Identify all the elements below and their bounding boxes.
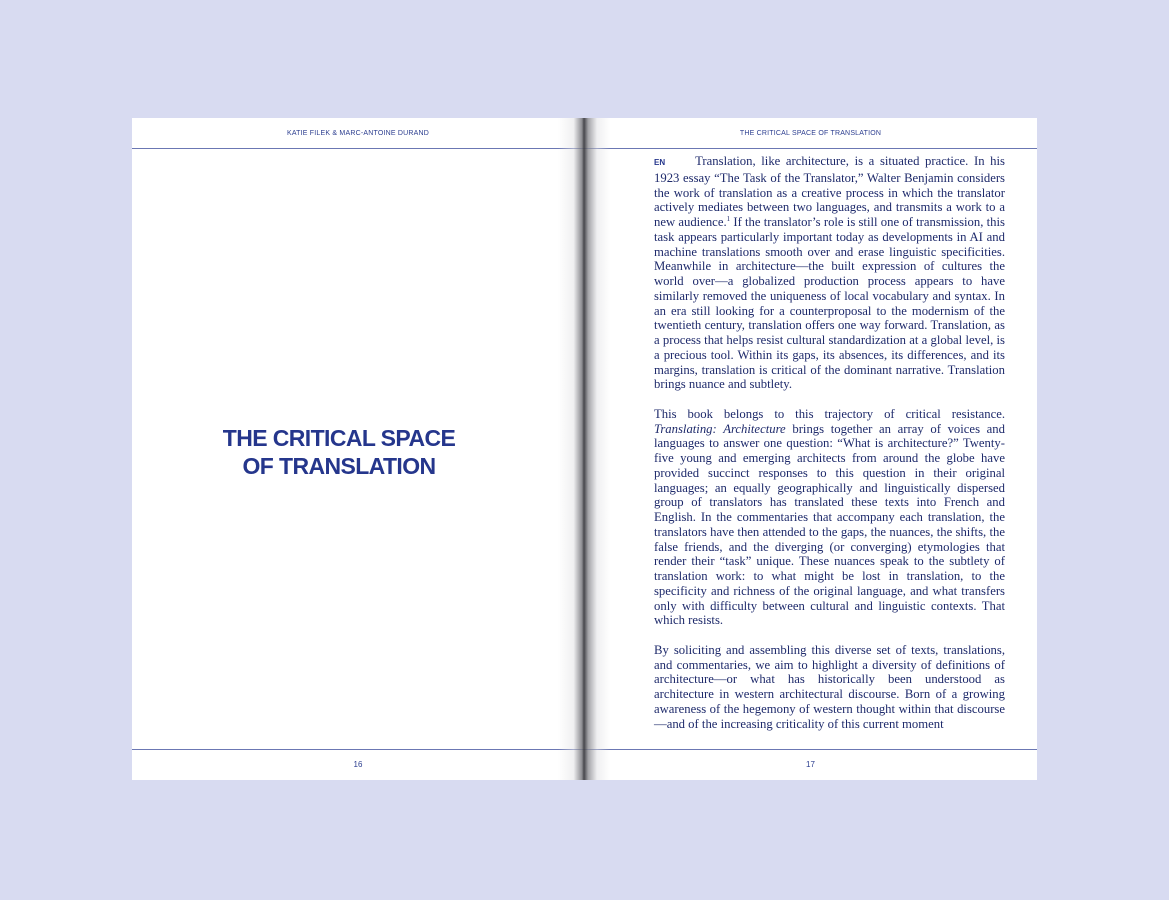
paragraph-text: brings together an array of voices and languages to answer one question: “What is architecture?” Twenty-five young and emerging architects from around the globe have provided succinct responses to this question in their original languages; an equally geographically and linguistically dispersed group of translators has translated these texts into French and English. In the commentaries that accompany each translation, the translators have then attended to the gaps, the nuances, the shifts, the false friends, and the diverging (or converging) etymologies that render their “task” unique. These nuances speak to the subtlety of translation work: to what might be lost in translation, to the specificity and richness of the original language, and what transfers only with difficulty between cultural and linguistic contexts. That which resists. (654, 421, 1005, 628)
language-tag: EN (654, 158, 666, 167)
paragraph (654, 407, 1005, 628)
chapter-title-line-1: THE CRITICAL SPACE (222, 425, 456, 451)
right-page-number: 17 (806, 760, 815, 769)
paragraph (654, 154, 1005, 392)
top-rule (132, 148, 584, 149)
paragraph-text: If the translator’s role is still one of transmission, this task appears particularly important today as developments in AI and machine translations smooth over and erase linguistic specificities. Meanwhile in architecture—the built expression of cultures the world over—a globalized production process appears to have similarly removed the uniqueness of local vocabulary and syntax. In an era still looking for a counterproposal to the modernism of the twentieth century, translation offers one way forward. Translation, as a process that helps resist cultural standardization at a global level, is a precious tool. Within its gaps, its absences, its differences, and its margins, translation is critical of the dominant narrative. Translation brings nuance and subtlety. (654, 215, 1005, 392)
body-text (654, 154, 1005, 746)
paragraph-text: Translation, like architecture, is a situated practice. In his 1923 essay “The Task of the Translator,” Walter Benjamin considers the work of translation as a creative process in which the translator actively mediates between two languages, and transmits a work to a new audience. (654, 154, 1005, 229)
bottom-rule (132, 749, 584, 750)
footnote-marker: 1 (726, 214, 731, 223)
left-page-number: 16 (353, 760, 363, 769)
chapter-title-line-2: OF TRANSLATION (242, 453, 436, 479)
chapter-title (132, 424, 546, 480)
paragraph-text: By soliciting and assembling this diverse set of texts, translations, and commentaries, we aim to highlight a diversity of definitions of architecture—or what has historically been understood as architecture in western architectural discourse. Born of a growing awareness of the hegemony of western thought within that discourse—and of the increasing criticality of this current moment (654, 642, 1005, 731)
left-page (132, 118, 584, 780)
book-title-italic: Translating: Architecture (654, 421, 786, 436)
paragraph (654, 643, 1005, 732)
book-spread (132, 118, 1037, 780)
bottom-rule (584, 749, 1037, 750)
paragraph-text: This book belongs to this trajectory of critical resistance. (654, 406, 1005, 421)
left-running-head: KATIE FILEK & MARC-ANTOINE DURAND (286, 130, 430, 137)
right-page (584, 118, 1037, 780)
right-running-head: THE CRITICAL SPACE OF TRANSLATION (739, 130, 882, 137)
top-rule (584, 148, 1037, 149)
